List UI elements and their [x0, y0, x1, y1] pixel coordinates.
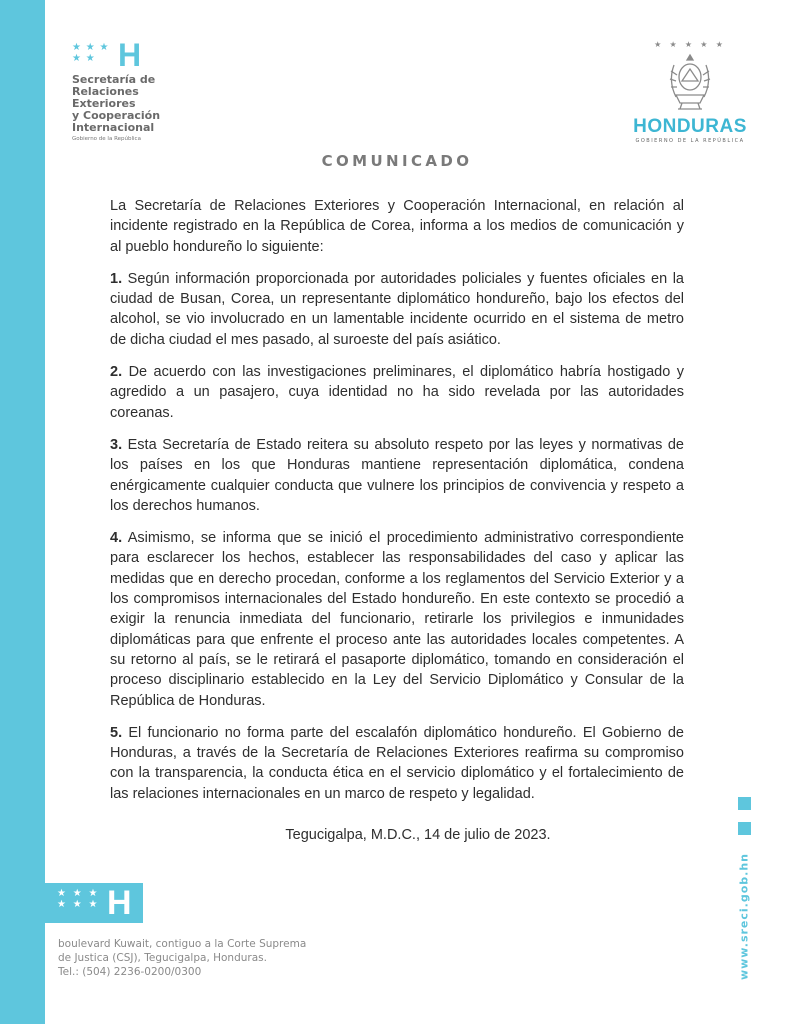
website-vertical: www.sreci.gob.hn	[737, 853, 751, 981]
intro-paragraph: La Secretaría de Relaciones Exteriores y Cooperación Internacional, en relación al incidente registrado en la República de Corea, informa a los medios de comunicación y al pueblo hondureño lo siguiente:	[110, 198, 684, 255]
sreci-name-line: Relaciones	[72, 85, 139, 98]
sreci-name	[72, 74, 192, 134]
decor-square	[738, 822, 751, 835]
address-line: de Justica (CSJ), Tegucigalpa, Honduras.	[58, 952, 267, 964]
sreci-logo	[72, 37, 192, 142]
footer-logo	[45, 883, 143, 923]
sreci-name-line: Exteriores	[72, 97, 136, 110]
honduras-wordmark: HONDURAS	[633, 116, 747, 137]
h-logo-icon: H	[107, 884, 132, 922]
sreci-gov-label: Gobierno de la República	[72, 136, 141, 142]
star-icon: ★ ★ ★ ★ ★	[72, 42, 110, 64]
star-icon: ★ ★ ★ ★ ★	[654, 40, 726, 49]
point-text: El funcionario no forma parte del escalafón diplomático hondureño. El Gobierno de Honduras, a través de la Secretaría de Relaciones Exteriores reafirma su compromiso con la transparencia, la conducta ética en el servicio diplomático y el fortalecimiento de las relaciones internacionales en un marco de respeto y legalidad.	[110, 724, 684, 802]
point-paragraph	[110, 362, 684, 423]
document-title: COMUNICADO	[321, 152, 473, 170]
honduras-logo	[630, 40, 750, 144]
sreci-logo-mark	[72, 37, 192, 73]
decor-square	[738, 797, 751, 810]
point-paragraph	[110, 528, 684, 711]
point-text: Esta Secretaría de Estado reitera su absoluto respeto por las leyes y normativas de los países en los que Honduras mantiene representación diplomática, condena enérgicamente cualquier conducta que vulnere los principios de convivencia y respeto a los derechos humanos.	[110, 436, 684, 514]
address-line: boulevard Kuwait, contiguo a la Corte Suprema	[58, 938, 307, 950]
date-location-line: Tegucigalpa, M.D.C., 14 de julio de 2023.	[285, 827, 551, 843]
point-paragraph	[110, 435, 684, 516]
point-text: Asimismo, se informa que se inició el procedimiento administrativo correspondiente para esclarecer los hechos, establecer las responsabilidades del caso y aplicar las medidas que en derecho procedan, conforme a los reglamentos del Servicio Exterior y a los compromisos internacionales del Estado hondureño. En este contexto se procedió a exigir la renuncia inmediata del funcionario, retirarle los privilegios e inmunidades diplomáticas para que enfrente el proceso ante las autoridades locales competentes. A su retorno al país, se le retirará el pasaporte diplomático, tomando en consideración el proceso disciplinario establecido en la Ley del Servicio Diplomático y Consular de la República de Honduras.	[110, 530, 684, 709]
coat-of-arms-icon	[662, 51, 718, 113]
point-text: Según información proporcionada por autoridades policiales y fuentes oficiales en la ciudad de Busan, Corea, un representante diplomático hondureño, bajo los efectos del alcohol, se vio involucrado en un lamentable incidente ocurrido en el sistema de metro de dicha ciudad el mes pasado, al suroeste del país asiático.	[110, 270, 684, 348]
sreci-name-line: Secretaría de	[72, 73, 156, 86]
point-paragraph	[110, 269, 684, 350]
point-number: 3.	[110, 436, 123, 453]
point-number: 5.	[110, 724, 123, 741]
footer-address	[58, 937, 378, 979]
point-number: 2.	[110, 364, 123, 381]
honduras-gov-label: GOBIERNO DE LA REPÚBLICA	[635, 138, 745, 144]
point-number: 1.	[110, 270, 123, 287]
communique-body	[110, 196, 684, 816]
point-paragraph	[110, 723, 684, 804]
point-number: 4.	[110, 530, 123, 547]
h-logo-icon: H	[118, 37, 142, 73]
address-line: Tel.: (504) 2236-0200/0300	[58, 966, 202, 978]
sreci-name-line: Internacional	[72, 121, 155, 134]
point-text: De acuerdo con las investigaciones preliminares, el diplomático habría hostigado y agredido a un pasajero, cuya identidad no ha sido revelada por las autoridades coreanas.	[110, 364, 685, 421]
star-icon: ★ ★ ★ ★ ★ ★	[57, 888, 100, 910]
sreci-name-line: y Cooperación	[72, 109, 161, 122]
